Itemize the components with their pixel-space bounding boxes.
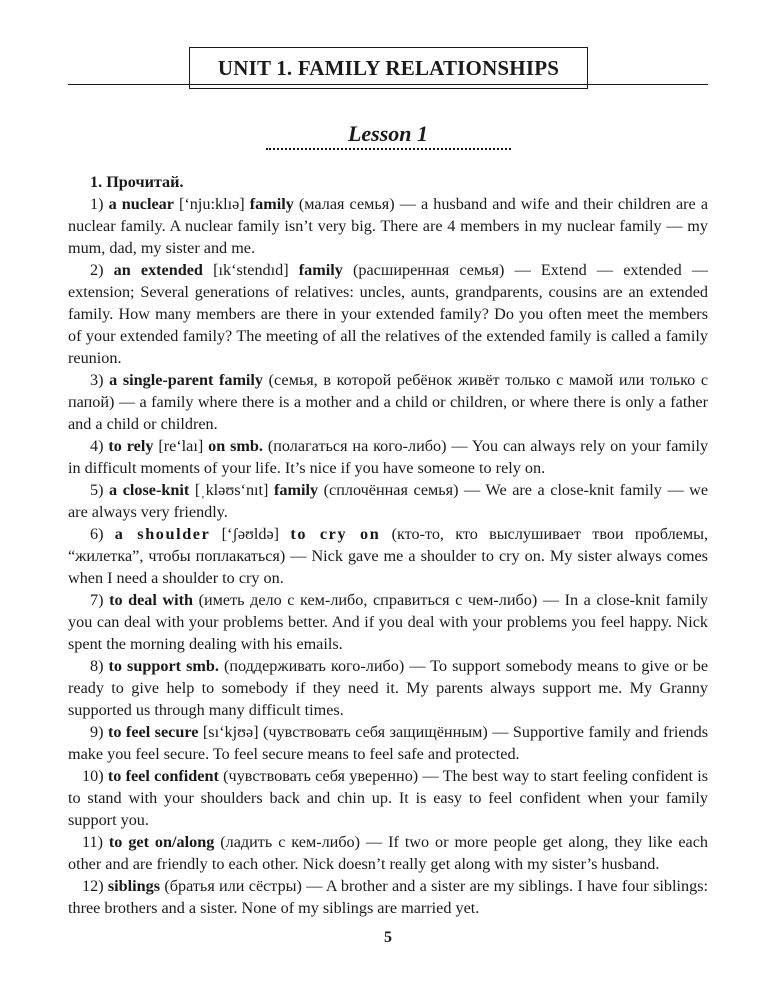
entry-number: 10) xyxy=(82,767,104,785)
entry-transcription: [re‘laı] xyxy=(158,437,204,455)
vocab-entry-4 xyxy=(68,435,708,479)
entry-term: to get on/along xyxy=(108,833,215,851)
entry-text: — Extend — extended — extension; Several generations of relatives: uncles, aunts, grandparents, cousins are an extended family. How many members are there in your extended family? Do you often meet the members of your extended family? The meeting of all the relatives of the extended family is called a family reunion. xyxy=(68,261,709,367)
entry-text: — The best way to start feeling confident is to stand with your shoulders back and chin up. It is easy to feel confident when your family support you. xyxy=(68,767,709,829)
entry-number: 1) xyxy=(90,195,104,213)
entry-transcription: [‘nju:klıə] xyxy=(179,195,245,213)
entry-term: family xyxy=(249,195,294,213)
exercise-heading: 1. Прочитай. xyxy=(90,173,184,191)
entry-text: — Nick gave me a shoulder to cry on. My sister always comes when I need a shoulder to cry on. xyxy=(68,547,708,587)
vocab-entry-3 xyxy=(68,369,708,435)
entry-text: — If two or more people get along, they like each other and are friendly to each other. Nick doesn’t really get along with my sister’s husband. xyxy=(68,833,709,873)
entry-number: 4) xyxy=(90,437,104,455)
lesson-dotted-rule xyxy=(266,148,511,150)
unit-title: UNIT 1. FAMILY RELATIONSHIPS xyxy=(217,55,560,80)
entry-term: to cry on xyxy=(290,525,381,543)
entry-term: to feel confident xyxy=(107,767,219,785)
entry-number: 9) xyxy=(90,723,104,741)
entry-transcription: [sı‘kjʊə] xyxy=(202,723,259,741)
entry-term: a nuclear xyxy=(108,195,174,213)
entry-term: a shoulder xyxy=(114,525,211,543)
exercise-content xyxy=(68,171,708,919)
entry-number: 2) xyxy=(90,261,104,279)
entry-translation: (семья, в которой ребёнок живёт только с мамой или только с папой) xyxy=(68,371,709,411)
vocab-entry-12 xyxy=(68,875,708,919)
entry-number: 12) xyxy=(82,877,104,895)
entry-transcription: [‘ʃəʊldə] xyxy=(221,525,280,543)
entry-text: — In a close-knit family you can deal with your problems better. And if you deal with your problems you feel happy. Nick spent the morning dealing with his emails. xyxy=(68,591,709,653)
vocab-entry-6 xyxy=(68,523,708,589)
entry-term: to support smb. xyxy=(108,657,219,675)
entry-translation: (ладить с кем-либо) xyxy=(220,833,361,851)
entry-term: a single-parent family xyxy=(109,371,264,389)
entry-term: to rely xyxy=(108,437,154,455)
entry-text: — We are a close-knit family — we are always very friendly. xyxy=(68,481,709,521)
entry-translation: (поддерживать кого-либо) xyxy=(223,657,405,675)
vocab-entry-11 xyxy=(68,831,708,875)
vocab-entry-9 xyxy=(68,721,708,765)
vocab-entry-8 xyxy=(68,655,708,721)
entry-translation: (малая семья) xyxy=(298,195,395,213)
entry-term: to deal with xyxy=(109,591,194,609)
entry-term: siblings xyxy=(107,877,161,895)
entry-term: a close-knit xyxy=(109,481,190,499)
entry-number: 3) xyxy=(90,371,104,389)
entry-translation: (чувствовать себя защищённым) xyxy=(263,723,488,741)
entry-transcription: [ˌkləʊs‘nıt] xyxy=(194,481,269,499)
entry-transcription: [ık‘stendıd] xyxy=(213,261,289,279)
entry-text: — Supportive family and friends make you feel secure. To feel secure means to feel safe and protected. xyxy=(68,723,708,763)
entry-term: an extended xyxy=(113,261,203,279)
entry-number: 5) xyxy=(90,481,104,499)
vocab-entry-10 xyxy=(68,765,708,831)
entry-translation: (иметь дело с кем-либо, справиться с чем-либо) xyxy=(198,591,538,609)
entry-translation: (сплочённая семья) xyxy=(323,481,459,499)
entry-translation: (расширенная семья) xyxy=(353,261,505,279)
unit-title-box xyxy=(189,47,588,89)
vocab-entry-1 xyxy=(68,193,708,259)
lesson-title: Lesson 1 xyxy=(347,121,429,146)
entry-number: 11) xyxy=(82,833,103,851)
vocab-entry-5 xyxy=(68,479,708,523)
entry-number: 7) xyxy=(90,591,104,609)
entry-translation: (братья или сёстры) xyxy=(164,877,302,895)
entry-text: — A brother and a sister are my siblings. I have four siblings: three brothers and a sister. None of my siblings are married yet. xyxy=(68,877,709,917)
entry-translation: (кто-то, кто выслушивает твои проблемы, “жилетка”, чтобы поплакаться) xyxy=(68,525,708,565)
entry-term: to feel secure xyxy=(107,723,199,741)
vocab-entry-2 xyxy=(68,259,708,369)
entry-term: family xyxy=(298,261,343,279)
entry-text: — a family where there is a mother and a child or children, or where there is only a father and a child or children. xyxy=(68,393,709,433)
page-number: 5 xyxy=(384,929,392,946)
entry-term: family xyxy=(274,481,319,499)
entry-translation: (чувствовать себя уверенно) xyxy=(223,767,419,785)
entry-text: — You can always rely on your family in difficult moments of your life. It’s nice if you have someone to rely on. xyxy=(68,437,709,477)
entry-term: on smb. xyxy=(208,437,263,455)
entry-translation: (полагаться на кого-либо) xyxy=(267,437,447,455)
entry-number: 8) xyxy=(90,657,104,675)
entry-text: — To support somebody means to give or be ready to give help to somebody if they need it. My parents always support me. My Granny supported us through many difficult times. xyxy=(68,657,709,719)
vocab-entry-7 xyxy=(68,589,708,655)
entry-text: — a husband and wife and their children are a nuclear family. A nuclear family isn’t very big. There are 4 members in my nuclear family — my mum, dad, my sister and me. xyxy=(68,195,709,257)
entry-number: 6) xyxy=(90,525,104,543)
